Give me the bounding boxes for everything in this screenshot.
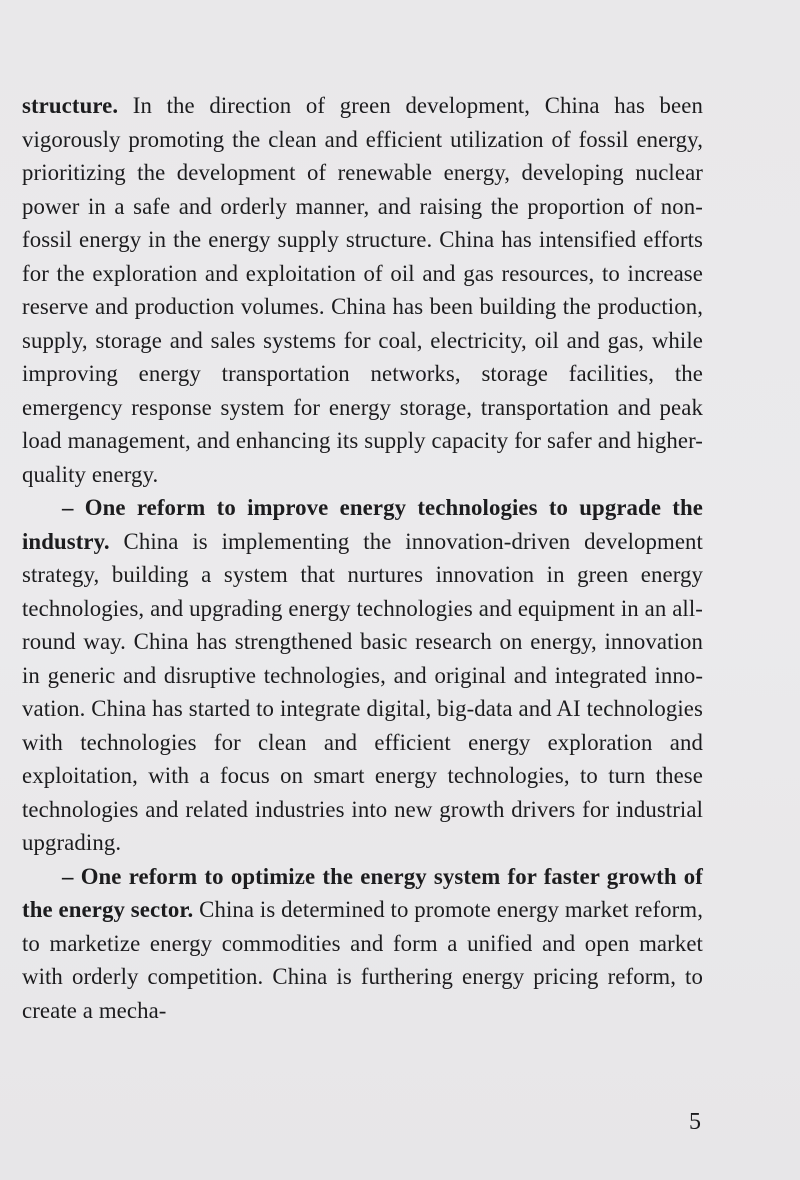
page-number: 5 xyxy=(689,1109,701,1135)
paragraph-text: In the direction of green development, China has been vigorously promoting the clean and efficient utilization of fossil energy, prioritizing the development of renewable energy, developing nuclear power in a safe and orderly manner, and raising the proportion of non-fossil energy in the energy supply structure. China has intensified efforts for the exploration and exploitation of oil and gas resources, to increase reserve and production volumes. China has been building the production, supply, storage and sales systems for coal, electricity, oil and gas, while improving energy transportation networks, storage facilities, the emergency response system for energy storage, transportation and peak load management, and enhancing its supply capacity for safer and higher-quality energy. xyxy=(22,93,703,487)
paragraph-text: China is implementing the innovation-driven development strategy, building a system that nurtures innovation in green energy technologies, and upgrading energy technologies and equipment in an all-round way. China has strengthened basic research on energy, innovation in generic and disruptive technologies, and original and integrated innovation. China has started to integrate digital, big-data and AI technologies with technologies for clean and efficient energy exploration and exploitation, with a focus on smart energy technologies, to turn these technologies and related industries into new growth drivers for industrial upgrading. xyxy=(22,528,703,855)
paragraph-lead: – One reform to improve energy technologies to upgrade the industry. xyxy=(22,495,703,554)
paragraph-supply-structure xyxy=(22,89,703,491)
paragraph-lead: – One reform to optimize the energy system for faster growth of the energy sector. xyxy=(22,863,703,922)
paragraph-energy-technologies xyxy=(22,491,703,860)
paragraph-energy-system xyxy=(22,860,703,1028)
paragraph-text: China is determined to promote energy market reform, to marketize energy commodities and form a unified and open market with orderly competition. China is furthering energy pricing reform, to create a mecha- xyxy=(22,897,703,1023)
paragraph-lead: structure. xyxy=(22,93,119,118)
page-body xyxy=(22,89,703,1027)
